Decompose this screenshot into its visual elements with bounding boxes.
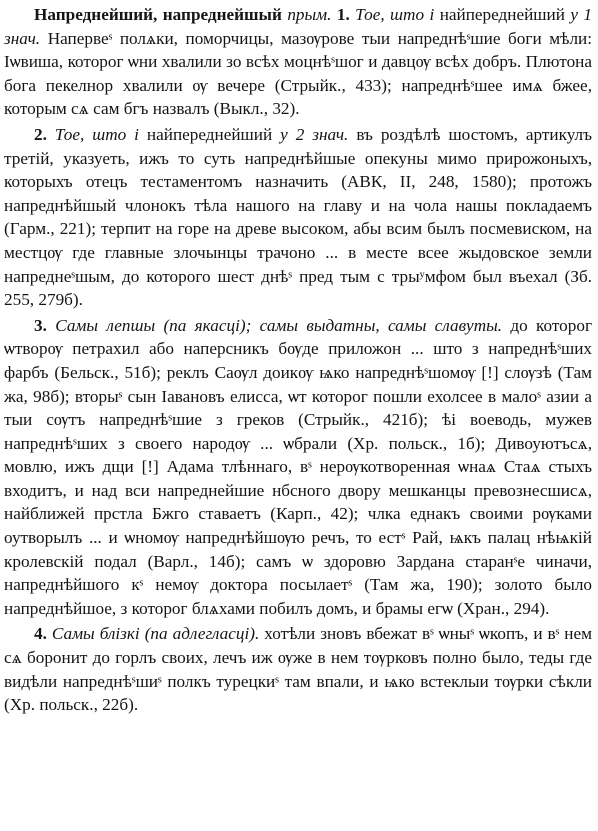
sense-definition: Самы блізкі (па адлегласці). xyxy=(51,624,260,644)
sense-number: 3. xyxy=(34,315,47,335)
sense-1-paragraph xyxy=(4,3,592,121)
headword: Напреднейший, напреднейшый xyxy=(34,5,282,24)
cross-reference-word: найпереднейший xyxy=(146,124,273,144)
sense-definition: Тое, што і xyxy=(355,5,435,24)
sense-number: 2. xyxy=(34,124,47,144)
sense-3-paragraph xyxy=(4,314,592,621)
sense-number: 4. xyxy=(34,624,47,644)
sense-citations: до которог ѡтворѹ петрахил або наперсникъ бѹде приложон ... што з напреднѣˢших фарбъ (Бельск., 51б); реклъ Саѹл доикѹ ѩко напреднѣˢшомѹ [!] слѹзѣ (Там жа, 98б); вторыˢ сын Іавановъ елисса, ѡт которог пошли ехолсее в малоˢ азии а тыи сѹтъ напреднѣˢшие з греков (Стрыйк., 421б); ѣі воеводь, мужев напреднѣˢших з своего народѹ ... ѡбрали (Хр. польск., 1б); Дивоуютъсѧ, мовлю, ижъ дщи [!] Адама тлѣннаго, вˢ нерѹкотворенная ѡнаѧ Стаѧ стыхъ входитъ, и над вси напреднейшие нбсного двору мешканцы превознесшисѧ, найближей прстла Бжго ставаетъ (Карп., 42); члка еднакъ своими рѹками оутворылъ ... и ѡномѹ напреднѣйшѹю речъ, то естˢ Рай, ѩкъ палац нѣѩкій кролевскій подал (Варл., 14б); самъ ѡ здоровю Зардана старанˢе чиначи, напреднѣйшого кˢ немѹ доктора посылаетˢ (Там жа, 190); золото было напреднѣйшое, з которог блѧхами побилъ домъ, и брамы егѡ (Хран., 294). xyxy=(4,315,593,618)
sense-citations: хотѣли зновъ вбежат вˢ ѡныˢ ѡкопъ, и вˢ нем сѧ боронит до горлъ своих, лечъ иж ѹже в нем тѹрковъ полно было, теды где видѣли напреднѣˢшиˢ полкъ турецкиˢ там впали, и ѩко встеклыи тѹрки сѣкли (Хр. польск., 22б). xyxy=(4,624,593,715)
sense-2-paragraph xyxy=(4,123,592,312)
sense-citations: Напервеˢ полѧки, поморчицы, мазѹрове тыи напреднѣˢшие боги мѣли: Іѡвиша, которог ѡни хвалили зо всѣх моцнѣˢшог и давцѹ всѣх добръ. Плютона бога пекелнор хвалили ѹ вечере (Стрыйк., 433); напреднѣˢшее имѧ бжее, которым сѧ сам бгъ назвалъ (Выкл., 32). xyxy=(4,28,592,119)
part-of-speech-label: прым. xyxy=(287,5,332,24)
sense-definition: Самы лепшы (па якасці); самы выдатны, самы славуты. xyxy=(55,315,503,335)
cross-reference-sense: у 1 знач. xyxy=(4,5,593,48)
sense-definition: Тое, што і xyxy=(54,124,139,144)
sense-citations: въ роздѣлѣ шостомъ, артикулъ третій, указуеть, ижъ то суть напреднѣйшые опекуны мимо прирожоныхъ, которыхъ отецъ тестаментомъ назначить (АВК, ІІ, 248, 1580); протожъ напреднѣйшый члонокъ тѣла нашого на главу и на чола нашы покладаемъ (Гарм., 221); терпит на горе на древе высоком, абы всим былъ посмевиском, на местцѹ где главные злочынцы трачоно ... в месте всее жыдовское земли напреднеˢшым, до которого шест днѣˢ пред тым с трыʸмфом был въехал (Зб. 255, 279б). xyxy=(4,124,593,310)
cross-reference-sense: у 2 знач. xyxy=(280,124,349,144)
sense-4-paragraph xyxy=(4,622,592,716)
cross-reference-word: найпереднейший xyxy=(439,5,565,24)
sense-number: 1. xyxy=(336,5,350,24)
